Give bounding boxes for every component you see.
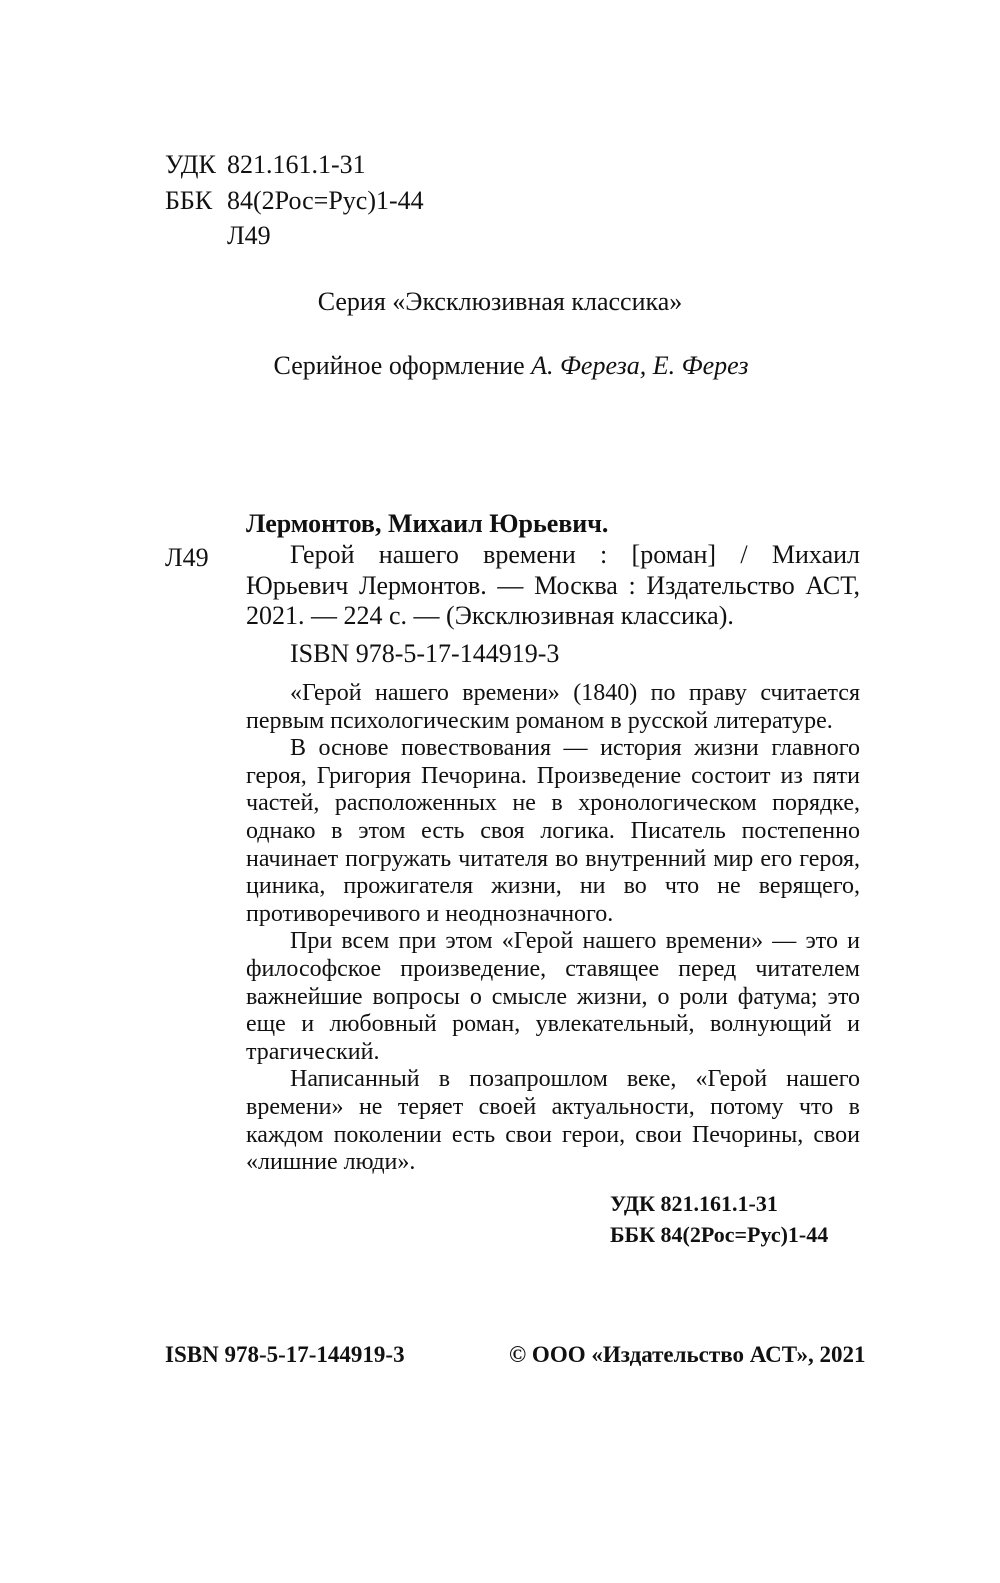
bbk-label: ББК <box>165 186 213 215</box>
bottom-bbk: ББК 84(2Рос=Рус)1-44 <box>610 1222 829 1247</box>
design-designers: А. Фереза, Е. Ферез <box>531 351 749 380</box>
annotation-paragraph: Написанный в позапрошлом веке, «Герой нашего времени» не теряет своей актуальности, потому что в каждом поколении есть свои герои, свои Печорины, свои «лишние люди». <box>246 1066 860 1176</box>
annotation <box>246 680 860 1177</box>
bottom-codes <box>610 1188 828 1250</box>
bbk-line <box>165 186 424 216</box>
footer-isbn: ISBN 978-5-17-144919-3 <box>165 1342 405 1367</box>
author-mark: Л49 <box>165 543 209 572</box>
annotation-paragraph: «Герой нашего времени» (1840) по праву считается первым психологическим романом в русской литературе. <box>246 680 860 734</box>
bibliographic-description <box>246 540 860 632</box>
udk-label: УДК <box>165 150 216 179</box>
bottom-udk: УДК 821.161.1-31 <box>610 1191 778 1216</box>
bbk-value: 84(2Рос=Рус)1-44 <box>227 186 424 215</box>
annotation-paragraph: При всем при этом «Герой нашего времени» — это и философское произведение, ставящее перед читателем важнейшие вопросы о смысле жизни, о роли фатума; это еще и любовный роман, увлекательный, волнующий и трагический. <box>246 928 860 1065</box>
design-prefix: Серийное оформление <box>273 351 532 380</box>
footer-copyright: © ООО «Издательство АСТ», 2021 <box>509 1342 866 1367</box>
isbn-line: ISBN 978-5-17-144919-3 <box>290 639 560 668</box>
series-line: Серия «Эксклюзивная классика» <box>317 287 683 316</box>
author-mark-top: Л49 <box>227 221 271 250</box>
annotation-paragraph: В основе повествования — история жизни главного героя, Григория Печорина. Произведение состоит из пяти частей, расположенных не в хронологическом порядке, однако в этом есть своя логика. Писатель постепенно начинает погружать читателя во внутренний мир его героя, циника, прожигателя жизни, ни во что не верящего, противоречивого и неоднозначного. <box>246 735 860 927</box>
design-line <box>0 351 1000 381</box>
author-heading: Лермонтов, Михаил Юрьевич. <box>246 509 609 538</box>
udk-value: 821.161.1-31 <box>227 150 366 179</box>
udk-line <box>165 150 366 180</box>
description-text: Герой нашего времени : [роман] / Михаил Юрьевич Лермонтов. — Москва : Издательство АСТ, 2021. — 224 с. — (Эксклюзивная классика). <box>246 540 860 630</box>
